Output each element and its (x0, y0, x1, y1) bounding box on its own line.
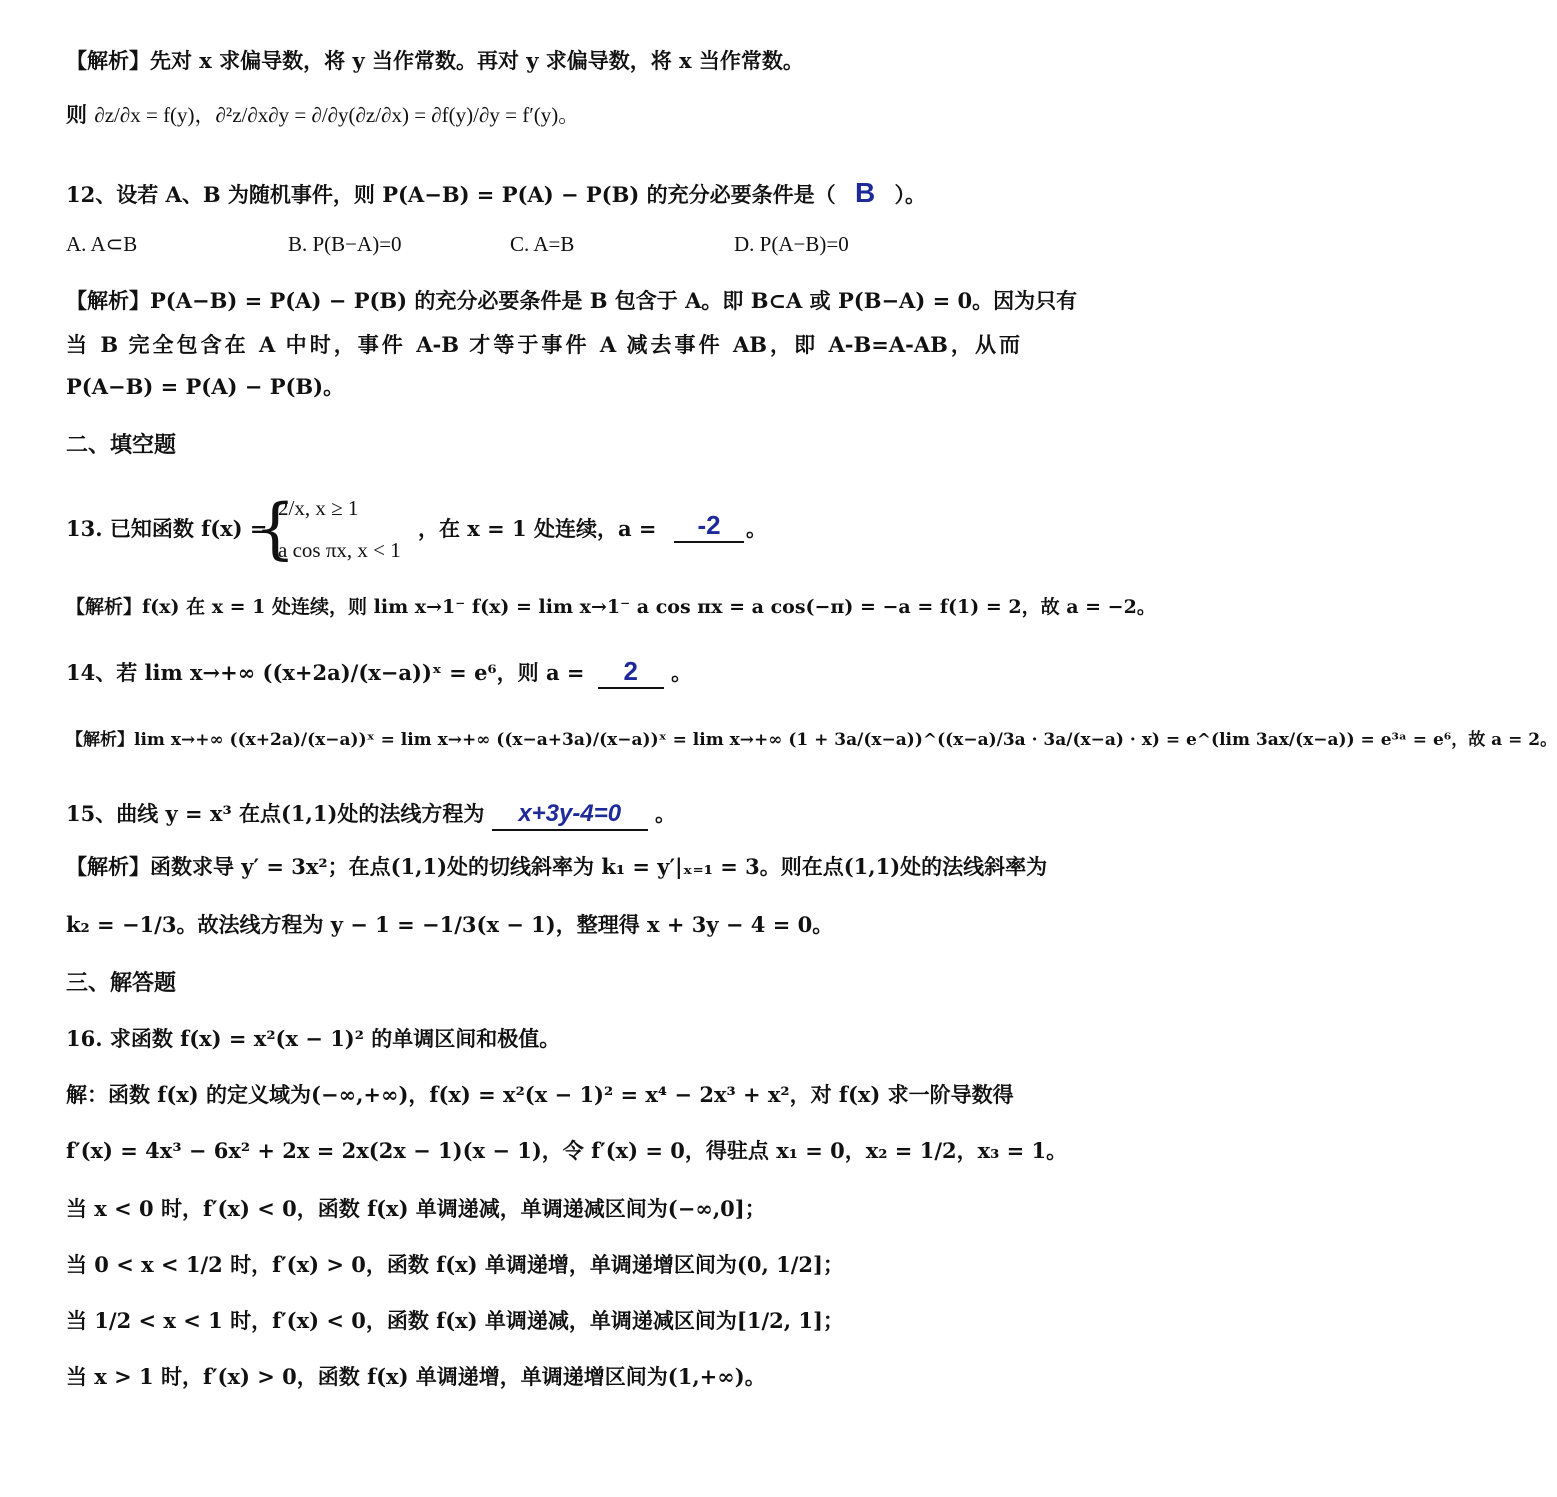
question-13-stem (66, 490, 1020, 568)
q13-brace-icon: { (254, 490, 296, 567)
q12-option-d: D. P(A−B)=0 (734, 232, 849, 256)
q16-solution-line4: 当 0 < x < 1/2 时，f′(x) > 0，函数 f(x) 单调递增，单调递增区间为(0, 1/2]； (66, 1252, 844, 1277)
q12-stem-pre: 12、设若 A、B 为随机事件，则 P(A−B) = P(A) − P(B) 的充分必要条件是（ (66, 182, 836, 207)
q13-case-1: 2/x, x ≥ 1 (278, 496, 359, 520)
q15-answer: x+3y-4=0 (492, 800, 648, 831)
q15-analysis-line1: 【解析】函数求导 y′ = 3x²；在点(1,1)处的切线斜率为 k₁ = y′|ₓ₌₁ = 3。则在点(1,1)处的法线斜率为 (66, 854, 1048, 879)
q15-stem-pre: 15、曲线 y = x³ 在点(1,1)处的法线方程为 (66, 801, 485, 826)
q14-analysis: 【解析】lim x→+∞ ((x+2a)/(x−a))ˣ = lim x→+∞ ((x−a+3a)/(x−a))ˣ = lim x→+∞ (1 + 3a/(x−a))^((x−a)/3a · 3a/(x−a) · x) = e^(lim 3ax/(x−a)) = e³ᵃ = e⁶，故 a = 2。 (66, 730, 1557, 750)
q12-option-c: C. A=B (510, 232, 575, 256)
q16-solution-line6: 当 x > 1 时，f′(x) > 0，函数 f(x) 单调递增，单调递增区间为(1,+∞)。 (66, 1364, 766, 1389)
section-heading-answer: 三、解答题 (66, 970, 177, 996)
q12-analysis-line2: 当 B 完全包含在 A 中时，事件 A-B 才等于事件 A 减去事件 AB，即 A-B=A-AB，从而 (66, 332, 1020, 357)
q12-stem-post: ）。 (894, 182, 926, 207)
q15-analysis-line2: k₂ = −1/3。故法线方程为 y − 1 = −1/3(x − 1)，整理得 x + 3y − 4 = 0。 (66, 912, 834, 937)
q12-option-a: A. A⊂B (66, 232, 138, 256)
q13-case-2: a cos πx, x < 1 (278, 538, 401, 562)
section-heading-fill-in: 二、填空题 (66, 432, 177, 458)
question-12-stem (66, 176, 1020, 210)
q13-stem-pre: 13. 已知函数 f(x) = (66, 516, 268, 541)
question-15-stem (66, 800, 1020, 831)
q12-option-b: B. P(B−A)=0 (288, 232, 402, 256)
q13-stem-mid: ，在 x = 1 处连续，a = (418, 516, 657, 541)
q13-answer: -2 (674, 510, 744, 543)
analysis-11-prefix: 则 (66, 102, 87, 127)
q16-solution-line1: 解：函数 f(x) 的定义域为(−∞,+∞)，f(x) = x²(x − 1)² = x⁴ − 2x³ + x²，对 f(x) 求一阶导数得 (66, 1082, 1014, 1107)
question-16-stem: 16. 求函数 f(x) = x²(x − 1)² 的单调区间和极值。 (66, 1026, 561, 1051)
q12-answer: B (854, 177, 876, 208)
analysis-11-line2 (66, 102, 1020, 128)
q14-stem-pre: 14、若 lim x→+∞ ((x+2a)/(x−a))ˣ = e⁶，则 a = (66, 660, 585, 685)
q14-answer: 2 (598, 656, 664, 689)
q13-analysis: 【解析】f(x) 在 x = 1 处连续，则 lim x→1⁻ f(x) = lim x→1⁻ a cos πx = a cos(−π) = −a = f(1) = 2，故 a = −2。 (66, 596, 1156, 618)
q12-analysis-line3: P(A−B) = P(A) − P(B)。 (66, 374, 345, 399)
q16-solution-line3: 当 x < 0 时，f′(x) < 0，函数 f(x) 单调递减，单调递减区间为(−∞,0]； (66, 1196, 766, 1221)
q14-stem-post: 。 (671, 660, 693, 685)
question-14-stem (66, 656, 1020, 689)
analysis-11-derivatives: ∂z/∂x = f(y)，∂²z/∂x∂y = ∂/∂y(∂z/∂x) = ∂f(y)/∂y = f′(y)。 (94, 103, 580, 127)
q16-solution-line2: f′(x) = 4x³ − 6x² + 2x = 2x(2x − 1)(x − 1)，令 f′(x) = 0，得驻点 x₁ = 0，x₂ = 1/2，x₃ = 1。 (66, 1138, 1068, 1163)
q12-analysis-line1: 【解析】P(A−B) = P(A) − P(B) 的充分必要条件是 B 包含于 A。即 B⊂A 或 P(B−A) = 0。因为只有 (66, 288, 1078, 313)
q16-solution-line5: 当 1/2 < x < 1 时，f′(x) < 0，函数 f(x) 单调递减，单调递减区间为[1/2, 1]； (66, 1308, 844, 1333)
q13-stem-post: 。 (746, 516, 767, 541)
analysis-11-line1: 【解析】先对 x 求偏导数，将 y 当作常数。再对 y 求偏导数，将 x 当作常数。 (66, 48, 804, 73)
q15-stem-post: 。 (655, 801, 677, 826)
